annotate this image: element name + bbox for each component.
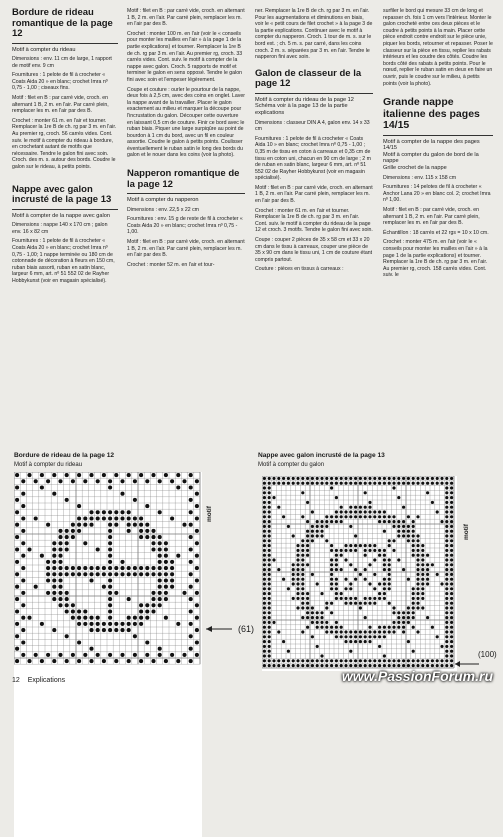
- materials-text: Fournitures : 14 pelotes de fil à crocheter « Anchor Lana 20 » en blanc col. 2; crochet Imra nº 1,00.: [383, 184, 491, 204]
- divider: [255, 93, 373, 94]
- dimensions-text: Dimensions : env. 22,5 x 22 cm: [127, 206, 199, 213]
- gauge-text: Échantillon : 18 carrés et 22 rgs = 10 x 10 cm.: [383, 229, 489, 236]
- motif-text: Motif : filet en B : par carré vide, croch. en alternant 1 B, 2 m. en l'air. Par carré plein, remplacer les m. en l'air par des B.: [255, 184, 373, 205]
- motif-text: Motif : filet en B : par carré vide, croch. en alternant 1 B, 2 m. en l'air. Par carré plein, remplacer les m. en l'air par des B.: [127, 8, 245, 28]
- crochet-text: Crochet : monter 475 m. en l'air (voir le « conseils pour monter les mailles en l'air » à la page 1 de la partie explications) et tourner. Remplacer la 1re B de ch. rg par 3 m. en l'air. Au premier rg, croch. 158 carrés vides. Cont. suiv. le: [383, 239, 488, 279]
- divider: [12, 209, 118, 210]
- figure-subtitle: Motif à compter du rideau: [14, 462, 83, 468]
- section-subtitle: Motif à compter du rideau: [12, 46, 76, 53]
- figure-subtitle: Motif à compter du galon: [258, 462, 325, 468]
- materials-text: Fournitures : 1 pelote de fil à crocheter « Coats Aida 10 » en blanc; crochet Imra nº 0,75 - 1,00 ; 0,35 m de tissu en coton à carreaux et 0,35 cm de tissu en coton uni, chacun en 90 cm de large ; 2 m de ruban en satin blanc, largeur 6 mm, art. nº 51 552 02 de Rayher Hobbykunst (voir en magasin spécialisé).: [255, 135, 371, 182]
- row-count-label: (61): [238, 624, 255, 634]
- chart-grid-curtain: [14, 472, 202, 837]
- figure-title: Nappe avec galon incrusté de la page 13: [258, 452, 385, 459]
- divider: [12, 43, 118, 44]
- cutting-text: Coupe : couper 2 pièces de 35 x 58 cm et 33 x 20 cm dans le tissu à carreaux, couper une pièce de 35 x 90 cm dans le tissu uni, 1 cm de couture étant compris partout.: [255, 237, 373, 263]
- section-subtitle: Motif à compter du galon de bord de la nappe: [383, 151, 479, 165]
- materials-text: Fournitures : 1 pelote de fil à crocheter « Coats Aida 20 » en blanc; crochet Imra nº 0,75 - 1,00; 1 nappe terminée ou 180 cm de cotonnade de décoration à fleurs en 150 cm, ruban biais assorti, ruban en satin blanc, largeur 6 mm, art. nº 51 552 02 de Rayher Hobbykunst (voir en magasin spécialisé).: [12, 238, 115, 284]
- sewing-text: Couture : pièces en tissus à carreaux :: [255, 266, 344, 273]
- section-subtitle: Motif à compter de la nappe des pages 14/15: [383, 138, 480, 152]
- section-title: Grande nappe italienne des pages 14/15: [383, 96, 480, 132]
- section-title: Bordure de rideau romantique de la page 12: [12, 7, 113, 39]
- motif-label: motif: [206, 506, 213, 522]
- column-3: [255, 8, 373, 276]
- motif-text: Motif : filet en B : par carré vide, croch. en alternant 1 B, 2 m. en l'air. Par carré plein, remplacer les m. en l'air par des B.: [12, 95, 109, 115]
- column-2: [127, 8, 245, 271]
- crochet-text: Crochet : monter 100 m. en l'air (voir le « conseils pour monter les mailles en l'air » à la page 1 de la partie explications) et tourner. Remplacer la 1re B de ch. rg par 3 m. en l'air. Au premier rg, croch. 33 carrés vides. Cont. suiv. le motif à compter de la nappe avec galon. Croch. 5 rapports de motif et terminer le galon en sens opposé. Tendre le galon fini avec soin et l'empeser légèrement.: [127, 30, 243, 83]
- page-number: 12: [12, 677, 20, 684]
- motif-label: motif: [463, 524, 470, 540]
- section-title: Nappe avec galon incrusté de la page 13: [12, 183, 112, 206]
- divider: [383, 135, 493, 136]
- motif-text: Motif : filet en B : par carré vide, croch. en alternant 1 B, 2 m. en l'air. Par carré plein, remplacer les m. en l'air par des B.: [127, 239, 245, 259]
- assembly-text: Coupe et couture : ourler le pourtour de la nappe, deux fois à 2,5 cm, avec des coins en onglet. Laver la nappe avant de la travailler. Placer le galon exactement au milieu et marquer la découpe pour l'incrustation du galon. Découper cette ouverture en laissant 0,5 cm de couture. Finir ce bord avec le ruban biais. Piquer une large surpiqûre au point de bourdon à 1 cm du bord, avec un fil en couleur assortie. Coudre le galon à petits points. Coulisser éventuellement le ruban satin le long des bords du galon et le nouer dans les coins (voir la photo).: [127, 86, 245, 159]
- materials-text: Fournitures : env. 15 g de reste de fil à crocheter « Coats Aida 20 » en blanc; crochet Imra nº 0,75 - 1,00.: [127, 216, 243, 236]
- section-title: Napperon romantique de la page 12: [127, 168, 240, 190]
- materials-text: Fournitures : 1 pelote de fil à crocheter « Coats Aida 20 » en blanc; crochet Imra nº 0,75 - 1,00 ; ciseaux fins.: [12, 72, 108, 92]
- column-4: [383, 8, 493, 282]
- dimensions-text: Dimensions : env. 11 cm de large, 1 rapport de motif env. 9 cm: [12, 56, 112, 69]
- crochet-text: ner. Remplacer la 1re B de ch. rg par 3 m. en l'air. Pour les augmentations et diminutions en biais, voir le « petit cours de filet crochet » à la page 3 de la partie explications. Continuer avec le motif à compter du napperon. Croch. 1 tour de m. s. sur le bord ext. ; ch. 5 m. s. par carré, dans les coins croch. 2 m. s. séparées par 3 m. en l'air. Tendre le napperon fini avec soin.: [255, 8, 373, 61]
- chart-grid-tablecloth: [262, 476, 457, 671]
- crochet-text: Crochet : monter 61 m. en l'air et tourner. Remplacer la 1re B de ch. rg par 3 m. en l'air. Au premier rg, croch. 56 carrés vides. Cont. suiv. le motif à compter du rideau à bordure, en crochetant autant de motifs que nécessaire. Tendre le galon fini avec soin. Croch. des m. s. autour des bords. Coudre le galon sur le rideau, à petits points.: [12, 117, 117, 170]
- divider: [127, 193, 245, 194]
- page-footer: [12, 677, 65, 684]
- watermark: www.PassionForum.ru: [341, 668, 493, 684]
- arrow-left-icon: [204, 623, 234, 635]
- dimensions-text: Dimensions : nappe 140 x 170 cm ; galon env. 16 x 82 cm: [12, 222, 108, 235]
- dimensions-text: Dimensions : classeur DIN A 4, galon env. 14 x 33 cm: [255, 119, 370, 133]
- crochet-text: Crochet : monter 52 m. en l'air et tour-: [127, 261, 215, 268]
- section-subtitle: Motif à compter du napperon: [127, 197, 199, 204]
- section-title: Galon de classeur de la page 12: [255, 67, 362, 90]
- dimensions-text: Dimensions : env. 115 x 158 cm: [383, 174, 457, 181]
- column-1: [12, 8, 118, 288]
- figure-title: Bordure de rideau de la page 12: [14, 452, 115, 459]
- row-count-label: (100): [478, 650, 497, 659]
- crochet-text: Crochet : monter 61 m. en l'air et tourner. Remplacer la 1re B de ch. rg par 3 m. en l'air. Cont. suiv. le motif à compter du rideau de la page 12 et croch. 3 motifs. Tendre le galon fini avec soin.: [255, 207, 373, 234]
- sewing-text: surfiler le bord qui mesure 33 cm de long et repasser ch. fois 1 cm vers l'intérieur. Monter le galon crocheté entre ces deux pièces et le coudre à petits points à la main. Placer cette pièce endroit contre endroit sur le pièce unie, piquer les bords, retourner et repasser. Poser le classeur sur la pièce en tissu, replier les rabats intérieurs et les coudre des côtés. Coudre les bords côté des rabats à petits points. Pour le nœud, replier le ruban satin en deux en faire un ouvrir, puis le coudre sur le milieu, à petits points (voir la photo).: [383, 8, 493, 87]
- motif-text: Motif : filet en B : par carré vide, croch. en alternant 1 B, 2 m. en l'air. Par carré plein, remplacer les m. en l'air par des B.: [383, 206, 480, 227]
- section-label: Explications: [27, 677, 66, 684]
- section-subtitle: Grille crochet de la nappe: [383, 165, 447, 171]
- section-subtitle: Motif à compter du rideau de la page 12 Schéma voir à la page 13 de la partie explications: [255, 96, 354, 116]
- section-subtitle: Motif à compter de la nappe avec galon: [12, 212, 110, 219]
